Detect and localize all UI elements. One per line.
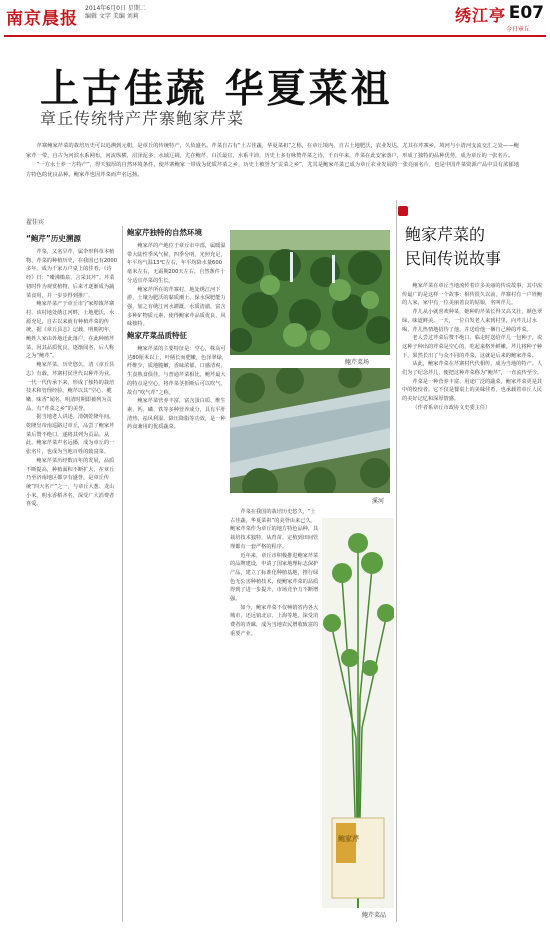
body-paragraph: 鲍家芹菜产于章丘市宁家埠镇芹寨村，该村地处绣江河畔，土地肥沃，水源充足，自古以来就有种植芹菜的传统。据《章丘县志》记载，明朝初年，鲍姓人家由外地迁此落户，在此种植芹菜，因其品质优良，逐渐闻名，后人称之为“鲍芹”。 [26,301,115,360]
column-history [26,232,118,922]
column-folk-legend [402,282,544,922]
body-paragraph: 从此，鲍家芹菜在芹寨村代代相传，成为当地的特产。人们为了纪念芹儿，便把这种芹菜称为“鲍芹”，一直流传至今。 [402,361,543,377]
dateline [85,5,205,21]
section-marker-icon [398,206,408,216]
intro-paragraph: “一方水土养一方特产”，得天独厚的自然环境条件，使芹寨鲍家一带成为优质芹菜之乡，历史上被誉为“贡菜之乡”，尤其是鲍家芹菜已成为章丘农业发展的一张亮丽名片，也是中国芹菜资源产品中具有浓郁地方特色的优良品种。鲍家芹也因芹菜而声名远扬。 [26,162,519,178]
body-paragraph: 鲍家芹菜，历史悠久，清《章丘县志》有载。芹寨村民世代以种芹为业，一代一代传承下来，形成了独特的栽培技术和管理经验。鲍芹以其“空心、脆嫩、味香”闻名，明清时期即被列为贡品，有“芹菜之乡”的美誉。 [26,362,115,412]
body-paragraph: 鲍家芹菜历经数百年的发展，品质不断提高，种植面积不断扩大，在章丘乃至济南地区都享有盛誉，是章丘传统“四大名产”之一，与章丘大葱、龙山小米、明水香稻齐名，深受广大消费者喜爱。 [26,457,115,508]
headline: 上古佳蔬 华夏菜祖 [40,66,393,112]
photo-caption: 溪河 [372,498,385,505]
river-photo [230,368,390,493]
subhead-environment: 鲍家芹独特的自然环境 [127,228,202,237]
body-paragraph: 芹菜是一种营养丰富、用途广泛的蔬菜，鲍家芹菜更是其中的佼佼者。它不仅是餐桌上的美味佳肴，也承载着章丘人民的美好记忆和深厚情感。 [402,378,543,403]
column-quality [230,508,320,922]
column-divider [396,200,397,922]
body-paragraph: 鲍家芹菜营养丰富，富含蛋白质、维生素、钙、磷、铁等多种营养成分，具有平肝清热、祛风利湿、降压降脂等功效，是一种药食兼用的优质蔬菜。 [127,398,226,431]
body-paragraph: 老人尝过芹菜后赞不绝口，临走时送给芹儿一包种子，说这种子种出的芹菜是空心的，吃起来格外鲜嫩。芹儿将种子种下，果然长出了与众不同的芹菜，这就是后来的鲍家芹菜。 [402,335,543,359]
body-paragraph: 如今，鲍家芹菜不仅畅销省内各大城市，还远销北京、上海等地，深受消费者的青睐，成为当地农民增收致富的重要产业。 [230,604,319,637]
section-tag: 今日章丘 [505,26,530,33]
masthead [0,0,550,36]
masthead-rule [4,35,546,37]
package-label: 鲍家芹 [338,835,359,843]
issue-date: 2014年6月0日 星期二 [85,5,146,12]
subhead-quality: 鲍家芹菜品质特征 [127,331,187,341]
photo-caption: 鲍芹菜场 [345,359,370,366]
column-divider [122,226,123,922]
editors-credit: 编辑 文字 美编 刘莉 [85,13,139,20]
body-paragraph: 鲍家芹菜在章丘当地流传着许多美丽的传说故事，其中流传最广的是这样一个故事：相传很久以前，芹寨村有一户姓鲍的人家，家中有一位美丽善良的姑娘，名叫芹儿。 [402,283,543,307]
body-paragraph: 近年来，章丘市积极推进鲍家芹菜的品牌建设，申请了国家地理标志保护产品，建立了标准化种植基地，推行绿色无公害种植技术，使鲍家芹菜的品质得到了进一步提升，市场竞争力不断增强。 [230,552,319,603]
celery-field-photo [230,230,390,355]
intro-lead [26,142,524,180]
intro-paragraph: 芹寨鲍家芹菜的栽培历史可以追溯到元朝，是章丘的传统特产，久负盛名。芹菜自古有“上古佳蔬，华夏菜祖”之称，在章丘境内，自古土地肥沃，农业发达，尤其在芹寨乡，境河与小清河支流交汇之处——鲍家芹一带，自古为河滨水系网布，河流纵横，沼泽泥多，水域辽阔，尤在鲍芹、白沃最宜，水系丰沛，历史上多有咏赞芹菜之诗，千百年来，芹菜在此安家落户，形成了独特的品种优势，成为章丘的一张名片。 [26,143,519,159]
page-number: E07 [508,3,544,23]
body-paragraph: 芹儿从小就喜欢种菜，她种的芹菜长得又高又壮，颜色翠绿，味道鲜美。一天，一位白发老人来到村里，向芹儿讨水喝，芹儿热情地招待了他，并送给他一捆自己种的芹菜。 [402,309,543,333]
side-title-line: 鲍家芹菜的 民间传说故事 [405,225,502,268]
body-paragraph: 鲍家芹的产地位于章丘市中部，属暖温带大陆性季风气候，四季分明，光照充足，年平均气温13℃左右，年平均降水量600毫米左右，无霜期200天左右，自然条件十分适宜芹菜的生长。 [127,243,226,284]
body-paragraph: 鲍家芹所在的芹寨村，地处绣江河下游，土壤为肥沃的黏质潮土，保水保肥能力强，加之有绣江河水灌溉，水质清澈，富含多种矿物质元素，使得鲍家芹品质优良，风味独特。 [127,286,226,328]
body-paragraph: 芹菜在我国的栽培历史悠久，“上古佳蔬，华夏菜祖”的美誉由来已久。鲍家芹菜作为章丘的地方特色品种，其栽培技术独特，从育苗、定植到田间管理都有一套严格的程序。 [230,509,319,550]
column-environment [127,226,227,922]
section-name: 绣江亭 [454,6,506,25]
celery-produce-photo [322,518,394,908]
subhead-history: “鲍芹”历史溯源 [26,234,81,243]
photo-caption: 鲍芹菜品 [362,912,387,919]
body-paragraph: 据当地老人讲述，清朝乾隆年间，乾隆皇帝南巡路过章丘，品尝了鲍家芹菜后赞不绝口，遂将其列为贡品。从此，鲍家芹菜声名远播，成为章丘的一张名片，也成为当地百姓的致富菜。 [26,414,115,456]
body-paragraph: 芹菜，又名旱芹，属伞形科草本植物，芹菜的种植历史，在我国已有2000多年，成为千家万户桌上的佳肴。《诗经》曰：“觱沸槛泉，言采其芹”。芹菜初时作为观赏植物，后来才逐渐成为蔬菜食用，并一步步得到推广。 [26,249,118,299]
body-paragraph: 鲍家芹菜的主要特征是：空心，株高可达80厘米以上，叶柄长而肥嫩，色泽翠绿，纤维少，质地脆嫩，香味浓郁，口感清爽，生食熟食俱佳。与普通芹菜相比，鲍芹最大的特点是空心，将芹菜茎折断后可以吹气，故有“吹气芹”之称。 [127,346,227,396]
byline: 翟佳宾 [26,219,45,226]
subheadline: 章丘传统特产芹寨鲍家芹菜 [40,109,245,128]
newspaper-logo: 南京晨报 [6,9,78,29]
author-note: （作者系章丘市政协文史委主任） [412,404,491,411]
side-story-title [405,223,545,271]
